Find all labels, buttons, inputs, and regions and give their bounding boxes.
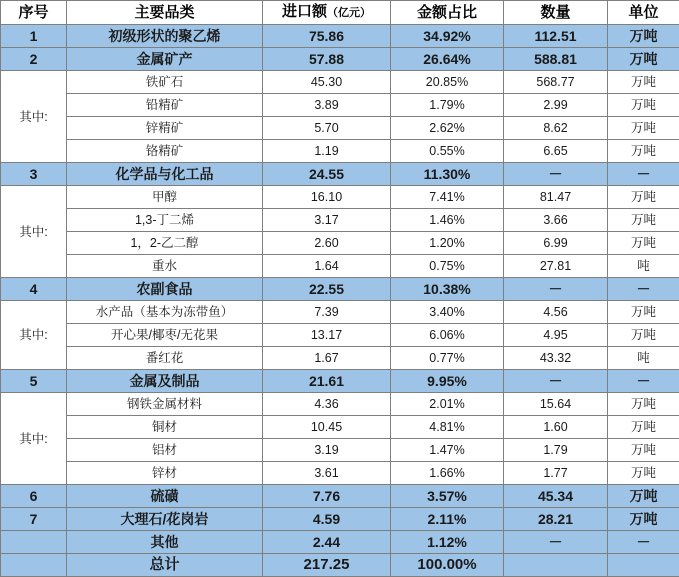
cell-category: 水产品（基本为冻带鱼） bbox=[67, 301, 263, 324]
cell-share: 34.92% bbox=[391, 25, 504, 48]
cell-share: 6.06% bbox=[391, 324, 504, 347]
table-row bbox=[1, 301, 679, 324]
cell-share: 3.57% bbox=[391, 485, 504, 508]
cell-unit: － bbox=[608, 163, 679, 186]
cell-unit: 吨 bbox=[608, 347, 679, 370]
column-header-quantity: 数量 bbox=[504, 1, 608, 25]
cell-qty: 1.60 bbox=[504, 416, 608, 439]
cell-share: 2.11% bbox=[391, 508, 504, 531]
cell-unit: 万吨 bbox=[608, 25, 679, 48]
header-row bbox=[1, 1, 679, 25]
cell-category: 番红花 bbox=[67, 347, 263, 370]
cell-share: 2.62% bbox=[391, 117, 504, 140]
cell-share: 4.81% bbox=[391, 416, 504, 439]
cell-category: 化学品与化工品 bbox=[67, 163, 263, 186]
cell-amount: 7.76 bbox=[263, 485, 391, 508]
cell-share: 0.77% bbox=[391, 347, 504, 370]
cell-category: 总计 bbox=[67, 554, 263, 577]
cell-unit: 万吨 bbox=[608, 48, 679, 71]
cell-qty: 588.81 bbox=[504, 48, 608, 71]
cell-seq bbox=[1, 554, 67, 577]
table-row bbox=[1, 554, 679, 577]
column-header-amount-label: 进口额 bbox=[282, 3, 327, 20]
cell-unit: 万吨 bbox=[608, 94, 679, 117]
cell-share: 1.46% bbox=[391, 209, 504, 232]
cell-seq: 7 bbox=[1, 508, 67, 531]
cell-category: 开心果/椰枣/无花果 bbox=[67, 324, 263, 347]
cell-qty: － bbox=[504, 531, 608, 554]
cell-category: 锌精矿 bbox=[67, 117, 263, 140]
cell-share: 1.79% bbox=[391, 94, 504, 117]
cell-unit: 吨 bbox=[608, 255, 679, 278]
cell-qty: 8.62 bbox=[504, 117, 608, 140]
cell-qty: 27.81 bbox=[504, 255, 608, 278]
cell-category: 金属及制品 bbox=[67, 370, 263, 393]
cell-category: 铬精矿 bbox=[67, 140, 263, 163]
cell-category: 其他 bbox=[67, 531, 263, 554]
cell-share: 2.01% bbox=[391, 393, 504, 416]
cell-category: 锌材 bbox=[67, 462, 263, 485]
cell-share: 1.12% bbox=[391, 531, 504, 554]
cell-category: 初级形状的聚乙烯 bbox=[67, 25, 263, 48]
table-row bbox=[1, 71, 679, 94]
column-header-unit: 单位 bbox=[608, 1, 679, 25]
cell-qty: 45.34 bbox=[504, 485, 608, 508]
cell-share: 11.30% bbox=[391, 163, 504, 186]
cell-share: 100.00% bbox=[391, 554, 504, 577]
table-row bbox=[1, 25, 679, 48]
cell-category: 1,3-丁二烯 bbox=[67, 209, 263, 232]
cell-share: 0.55% bbox=[391, 140, 504, 163]
column-header-amount bbox=[263, 1, 391, 25]
cell-unit: 万吨 bbox=[608, 209, 679, 232]
table-row bbox=[1, 232, 679, 255]
table-row bbox=[1, 48, 679, 71]
cell-qty: 28.21 bbox=[504, 508, 608, 531]
cell-share: 7.41% bbox=[391, 186, 504, 209]
table-row bbox=[1, 462, 679, 485]
cell-category: 农副食品 bbox=[67, 278, 263, 301]
cell-qty: 43.32 bbox=[504, 347, 608, 370]
cell-seq: 2 bbox=[1, 48, 67, 71]
cell-category: 大理石/花岗岩 bbox=[67, 508, 263, 531]
cell-amount: 5.70 bbox=[263, 117, 391, 140]
cell-share: 1.66% bbox=[391, 462, 504, 485]
column-header-amount-unit: （亿元） bbox=[327, 7, 371, 19]
table-body bbox=[1, 25, 679, 577]
cell-amount: 1.67 bbox=[263, 347, 391, 370]
cell-amount: 21.61 bbox=[263, 370, 391, 393]
cell-share: 26.64% bbox=[391, 48, 504, 71]
cell-qty: 4.56 bbox=[504, 301, 608, 324]
cell-amount: 217.25 bbox=[263, 554, 391, 577]
cell-amount: 45.30 bbox=[263, 71, 391, 94]
cell-share: 1.20% bbox=[391, 232, 504, 255]
cell-qty: 112.51 bbox=[504, 25, 608, 48]
cell-unit: 万吨 bbox=[608, 71, 679, 94]
cell-share: 3.40% bbox=[391, 301, 504, 324]
table-row bbox=[1, 209, 679, 232]
group-label-cell: 其中: bbox=[1, 301, 67, 370]
cell-qty: － bbox=[504, 278, 608, 301]
cell-qty: 6.65 bbox=[504, 140, 608, 163]
cell-category: 铅精矿 bbox=[67, 94, 263, 117]
cell-amount: 4.36 bbox=[263, 393, 391, 416]
cell-amount: 16.10 bbox=[263, 186, 391, 209]
cell-qty: 6.99 bbox=[504, 232, 608, 255]
cell-category: 甲醇 bbox=[67, 186, 263, 209]
cell-unit: － bbox=[608, 278, 679, 301]
cell-qty: 1.77 bbox=[504, 462, 608, 485]
table-row bbox=[1, 508, 679, 531]
cell-category: 硫磺 bbox=[67, 485, 263, 508]
cell-amount: 1.64 bbox=[263, 255, 391, 278]
cell-unit: 万吨 bbox=[608, 186, 679, 209]
cell-amount: 10.45 bbox=[263, 416, 391, 439]
cell-seq: 5 bbox=[1, 370, 67, 393]
cell-unit: 万吨 bbox=[608, 232, 679, 255]
cell-category: 钢铁金属材料 bbox=[67, 393, 263, 416]
cell-seq: 4 bbox=[1, 278, 67, 301]
table-row bbox=[1, 163, 679, 186]
cell-unit: 万吨 bbox=[608, 485, 679, 508]
cell-unit: 万吨 bbox=[608, 324, 679, 347]
cell-qty bbox=[504, 554, 608, 577]
cell-qty: 81.47 bbox=[504, 186, 608, 209]
cell-seq: 6 bbox=[1, 485, 67, 508]
cell-qty: 2.99 bbox=[504, 94, 608, 117]
cell-amount: 2.60 bbox=[263, 232, 391, 255]
table-row bbox=[1, 416, 679, 439]
group-label-cell: 其中: bbox=[1, 71, 67, 163]
table-row bbox=[1, 324, 679, 347]
cell-share: 20.85% bbox=[391, 71, 504, 94]
cell-seq bbox=[1, 531, 67, 554]
cell-qty: 568.77 bbox=[504, 71, 608, 94]
cell-amount: 4.59 bbox=[263, 508, 391, 531]
table-row bbox=[1, 531, 679, 554]
column-header-seq: 序号 bbox=[1, 1, 67, 25]
cell-share: 10.38% bbox=[391, 278, 504, 301]
cell-qty: 15.64 bbox=[504, 393, 608, 416]
cell-share: 9.95% bbox=[391, 370, 504, 393]
cell-amount: 3.17 bbox=[263, 209, 391, 232]
table-row bbox=[1, 485, 679, 508]
cell-amount: 3.89 bbox=[263, 94, 391, 117]
cell-unit bbox=[608, 554, 679, 577]
cell-seq: 1 bbox=[1, 25, 67, 48]
column-header-category: 主要品类 bbox=[67, 1, 263, 25]
cell-qty: 3.66 bbox=[504, 209, 608, 232]
cell-unit: 万吨 bbox=[608, 117, 679, 140]
cell-category: 1，2-乙二醇 bbox=[67, 232, 263, 255]
group-label-cell: 其中: bbox=[1, 393, 67, 485]
table-header bbox=[1, 1, 679, 25]
cell-unit: 万吨 bbox=[608, 508, 679, 531]
cell-amount: 57.88 bbox=[263, 48, 391, 71]
cell-qty: 1.79 bbox=[504, 439, 608, 462]
cell-unit: 万吨 bbox=[608, 393, 679, 416]
cell-amount: 7.39 bbox=[263, 301, 391, 324]
cell-category: 金属矿产 bbox=[67, 48, 263, 71]
cell-qty: － bbox=[504, 163, 608, 186]
column-header-share: 金额占比 bbox=[391, 1, 504, 25]
cell-category: 铁矿石 bbox=[67, 71, 263, 94]
cell-category: 铜材 bbox=[67, 416, 263, 439]
cell-amount: 75.86 bbox=[263, 25, 391, 48]
cell-unit: 万吨 bbox=[608, 462, 679, 485]
cell-unit: － bbox=[608, 531, 679, 554]
table-row bbox=[1, 439, 679, 462]
table-row bbox=[1, 347, 679, 370]
cell-unit: 万吨 bbox=[608, 439, 679, 462]
group-label-cell: 其中: bbox=[1, 186, 67, 278]
table-row bbox=[1, 255, 679, 278]
table-row bbox=[1, 140, 679, 163]
cell-unit: 万吨 bbox=[608, 416, 679, 439]
cell-share: 1.47% bbox=[391, 439, 504, 462]
table-row bbox=[1, 278, 679, 301]
table-row bbox=[1, 186, 679, 209]
cell-amount: 24.55 bbox=[263, 163, 391, 186]
cell-category: 重水 bbox=[67, 255, 263, 278]
table-row bbox=[1, 393, 679, 416]
cell-amount: 1.19 bbox=[263, 140, 391, 163]
table-row bbox=[1, 370, 679, 393]
cell-amount: 22.55 bbox=[263, 278, 391, 301]
cell-amount: 3.61 bbox=[263, 462, 391, 485]
cell-amount: 3.19 bbox=[263, 439, 391, 462]
cell-seq: 3 bbox=[1, 163, 67, 186]
cell-unit: 万吨 bbox=[608, 140, 679, 163]
cell-share: 0.75% bbox=[391, 255, 504, 278]
cell-category: 铝材 bbox=[67, 439, 263, 462]
table-row bbox=[1, 94, 679, 117]
table-row bbox=[1, 117, 679, 140]
cell-qty: 4.95 bbox=[504, 324, 608, 347]
cell-unit: 万吨 bbox=[608, 301, 679, 324]
cell-unit: － bbox=[608, 370, 679, 393]
cell-amount: 13.17 bbox=[263, 324, 391, 347]
cell-qty: － bbox=[504, 370, 608, 393]
cell-amount: 2.44 bbox=[263, 531, 391, 554]
